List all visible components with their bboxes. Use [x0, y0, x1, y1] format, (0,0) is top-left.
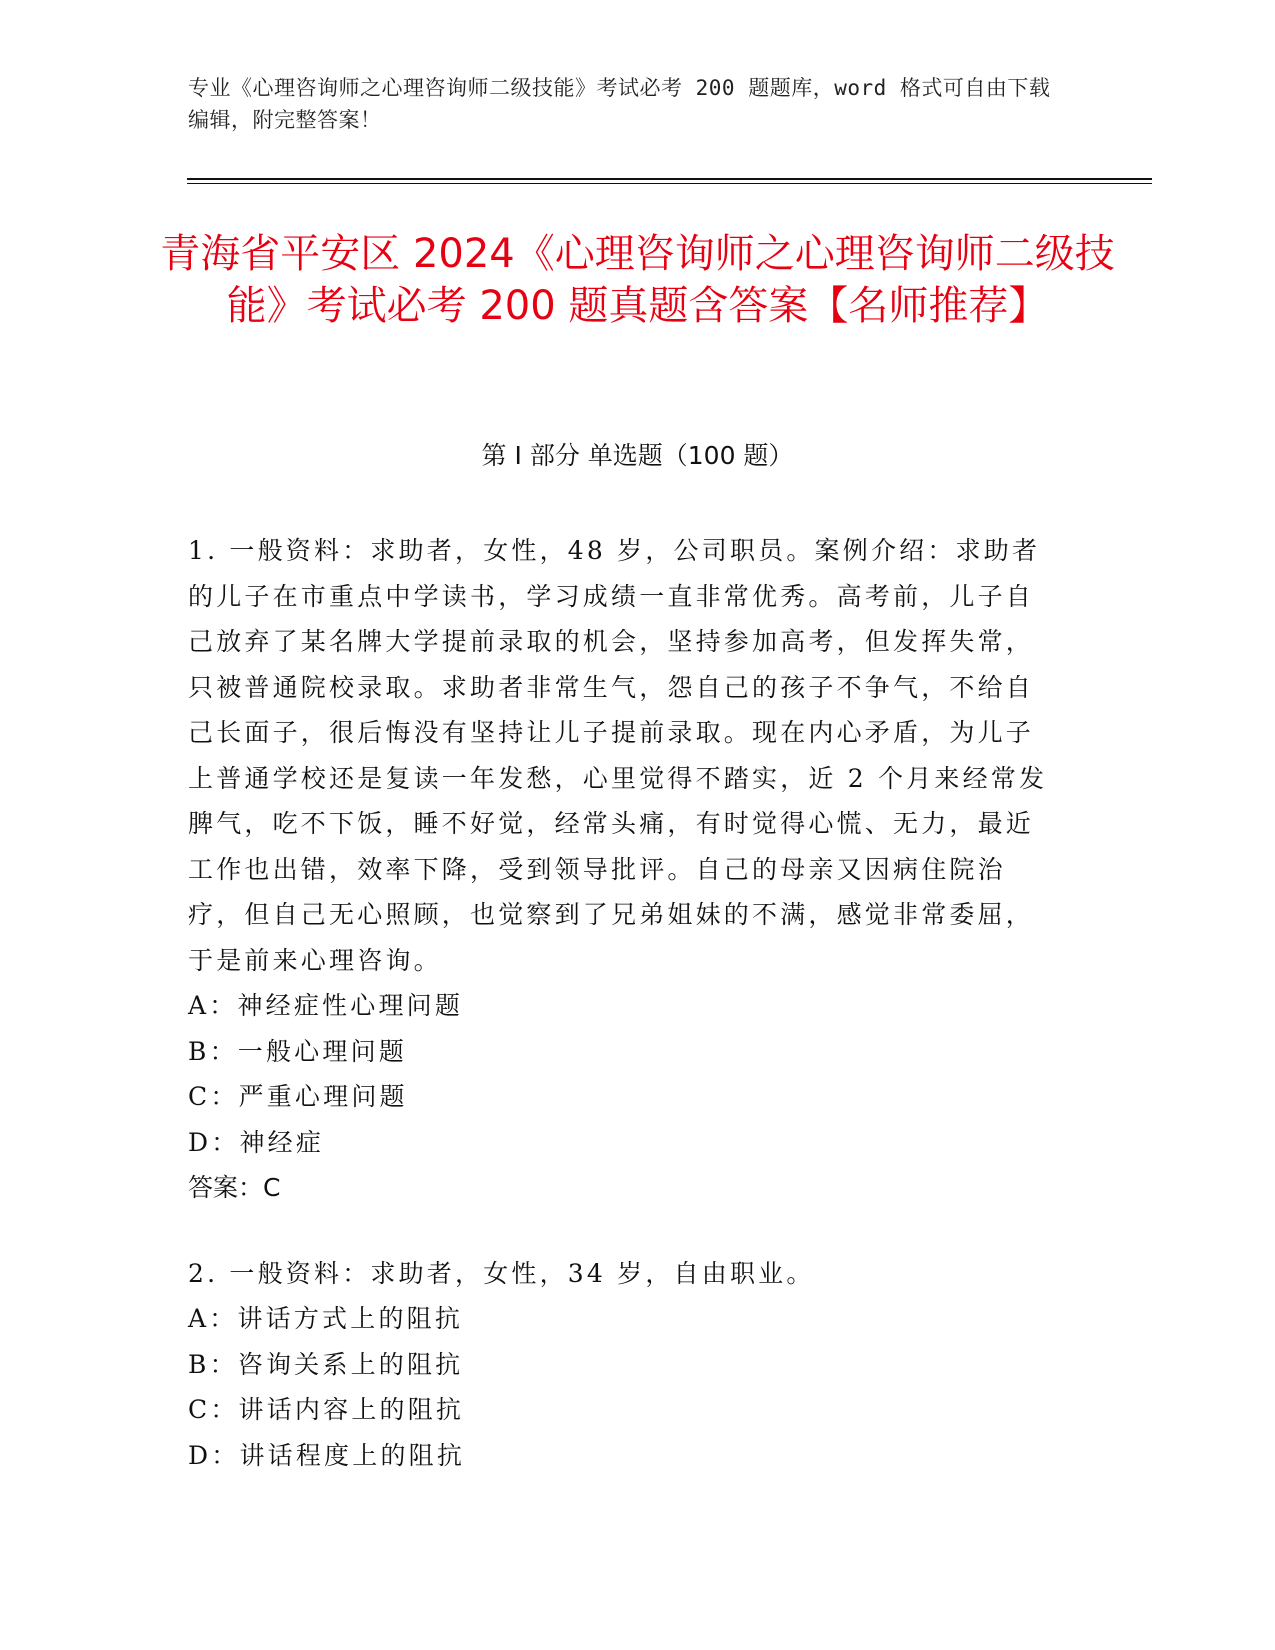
- answer: 答案：C: [188, 1173, 281, 1202]
- option-b: B：一般心理问题: [188, 1036, 407, 1066]
- header-rule-thick: [187, 178, 1152, 180]
- option-b: B：咨询关系上的阻抗: [188, 1349, 464, 1379]
- question-2: [188, 1251, 1048, 1479]
- header-rule-thin: [187, 183, 1152, 184]
- option-c: C：严重心理问题: [188, 1082, 408, 1111]
- option-c: C：讲话内容上的阻抗: [188, 1395, 465, 1424]
- option-a: A：神经症性心理问题: [188, 991, 464, 1020]
- question-spacer: [188, 1211, 1048, 1251]
- option-d: D：神经症: [188, 1127, 325, 1157]
- header-note: 专业《心理咨询师之心理咨询师二级技能》考试必考 200 题题库，word 格式可自由下载编辑，附完整答案！: [188, 76, 1051, 132]
- document-title: 青海省平安区 2024《心理咨询师之心理咨询师二级技能》考试必考 200 题真题含答案【名师推荐】: [160, 231, 1115, 329]
- question-list: [188, 528, 1048, 1478]
- question-stem: 2. 一般资料：求助者，女性，34 岁，自由职业。: [188, 1258, 815, 1288]
- option-d: D：讲话程度上的阻抗: [188, 1440, 466, 1470]
- option-a: A：讲话方式上的阻抗: [188, 1304, 464, 1333]
- section-heading: 第 I 部分 单选题（100 题）: [481, 441, 794, 470]
- question-stem: 1. 一般资料：求助者，女性，48 岁，公司职员。案例介绍：求助者的儿子在市重点中学读书，学习成绩一直非常优秀。高考前，儿子自己放弃了某名牌大学提前录取的机会，坚持参加高考，但发挥失常，只被普通院校录取。求助者非常生气，怨自己的孩子不争气，不给自己长面子，很后悔没有坚持让儿子提前录取。现在内心矛盾，为儿子上普通学校还是复读一年发愁，心里觉得不踏实，近 2 个月来经常发脾气，吃不下饭，睡不好觉，经常头痛，有时觉得心慌、无力，最近工作也出错，效率下降，受到领导批评。自己的母亲又因病住院治疗，但自己无心照顾，也觉察到了兄弟姐妹的不满，感觉非常委屈，于是前来心理咨询。: [188, 536, 1048, 975]
- question-1: [188, 528, 1048, 1211]
